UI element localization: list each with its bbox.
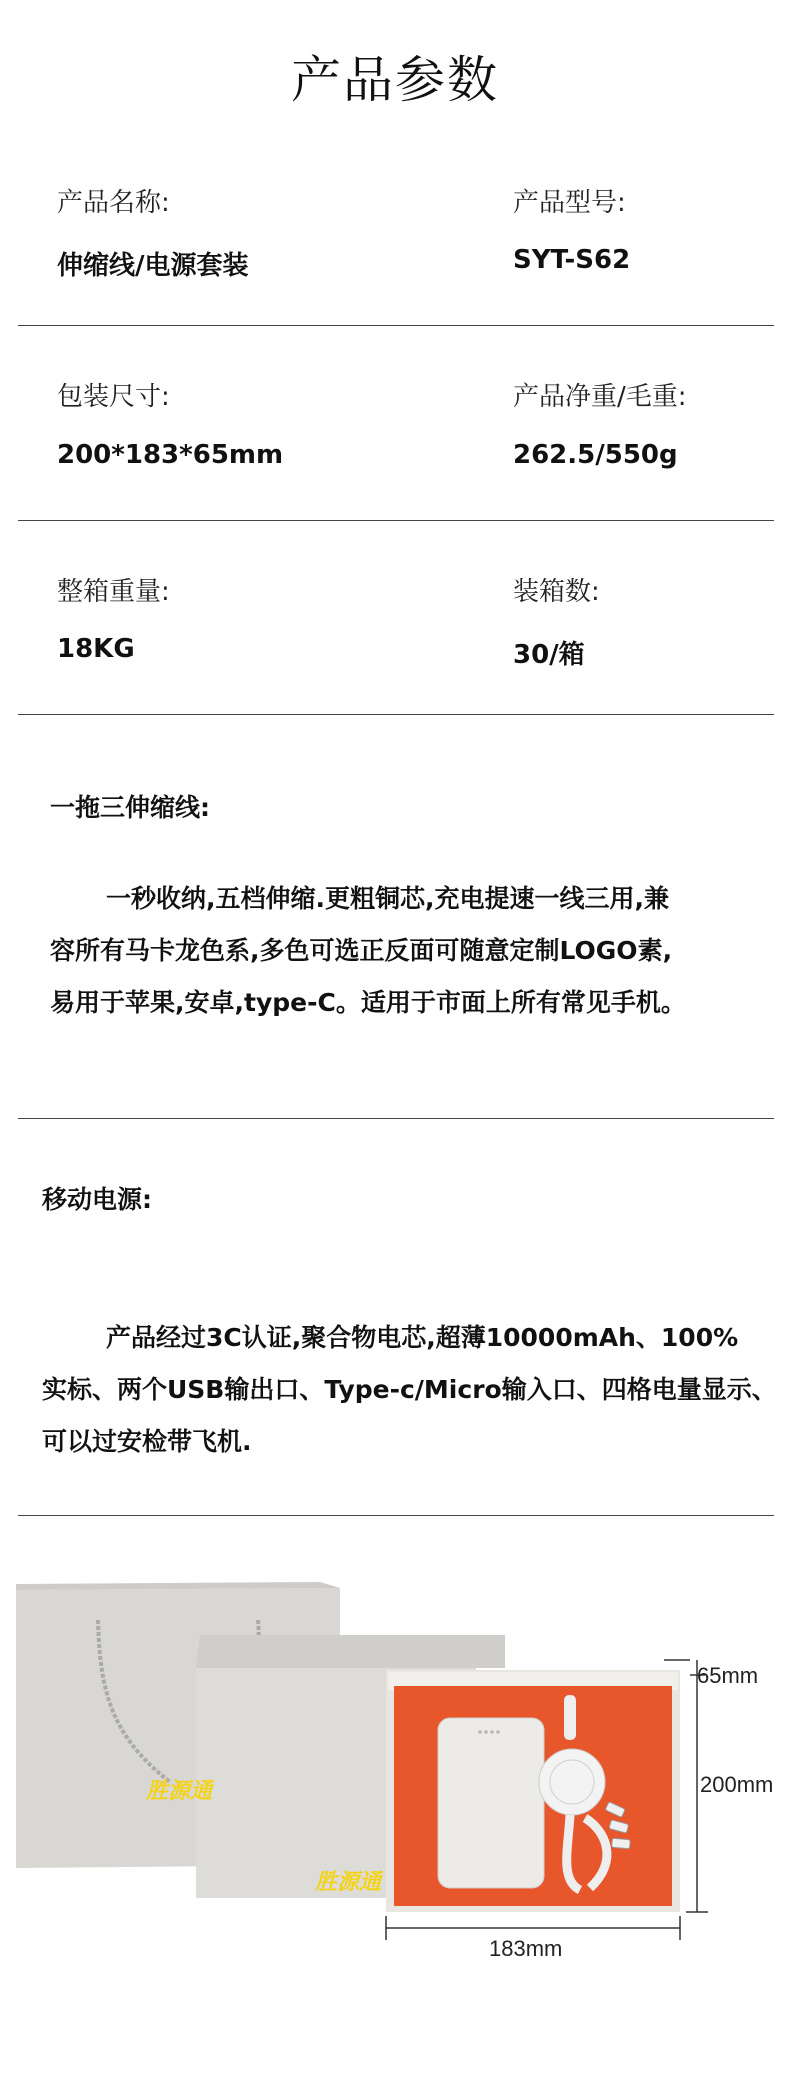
text-line: 容所有马卡龙色系,多色可选正反面可随意定制LOGO素, bbox=[50, 936, 673, 965]
divider bbox=[18, 1515, 774, 1516]
divider bbox=[18, 1118, 774, 1119]
text-line: 易用于苹果,安卓,type-C。适用于市面上所有常见手机。 bbox=[50, 988, 686, 1017]
cable-plug bbox=[564, 1695, 576, 1740]
spec-value-package-size: 200*183*65mm bbox=[57, 440, 284, 470]
dimension-height: 200mm bbox=[700, 1772, 774, 1797]
spec-label-model: 产品型号: bbox=[513, 188, 626, 218]
text-line: 可以过安检带飞机. bbox=[42, 1427, 252, 1456]
box-lid-top bbox=[196, 1635, 505, 1668]
product-illustration bbox=[0, 1560, 790, 2010]
text-line: 一秒收纳,五档伸缩.更粗铜芯,充电提速一线三用,兼 bbox=[106, 884, 669, 913]
divider bbox=[18, 714, 774, 715]
dimension-width: 183mm bbox=[489, 1936, 563, 1961]
spec-label-package-size: 包装尺寸: bbox=[57, 382, 170, 412]
power-bank bbox=[438, 1718, 544, 1888]
spec-value-name: 伸缩线/电源套装 bbox=[57, 251, 249, 281]
divider bbox=[18, 520, 774, 521]
power-section-heading: 移动电源: bbox=[42, 1185, 152, 1214]
text-line: 产品经过3C认证,聚合物电芯,超薄10000mAh、100% bbox=[106, 1323, 739, 1352]
cable-section-description bbox=[50, 873, 686, 1029]
page-title: 产品参数 bbox=[291, 51, 499, 109]
text-line: 实标、两个USB输出口、Type-c/Micro输入口、四格电量显示、 bbox=[42, 1375, 777, 1404]
spec-value-model: SYT-S62 bbox=[513, 245, 631, 275]
product-image bbox=[0, 1560, 790, 2010]
divider bbox=[18, 325, 774, 326]
spec-label-carton-weight: 整箱重量: bbox=[57, 577, 170, 607]
spec-label-carton-qty: 装箱数: bbox=[513, 577, 600, 607]
spec-label-weight: 产品净重/毛重: bbox=[513, 382, 687, 412]
cable-section-heading: 一拖三伸缩线: bbox=[50, 793, 210, 822]
spec-value-weight: 262.5/550g bbox=[513, 440, 678, 470]
spec-label-name: 产品名称: bbox=[57, 188, 170, 218]
cable-reel bbox=[539, 1749, 605, 1815]
dimension-depth: 65mm bbox=[697, 1663, 759, 1688]
box-brand-logo: 胜源通 bbox=[315, 1870, 382, 1895]
spec-value-carton-qty: 30/箱 bbox=[513, 640, 585, 670]
spec-value-carton-weight: 18KG bbox=[57, 634, 135, 664]
bag-brand-logo: 胜源通 bbox=[146, 1779, 213, 1804]
power-section-description bbox=[42, 1312, 777, 1468]
